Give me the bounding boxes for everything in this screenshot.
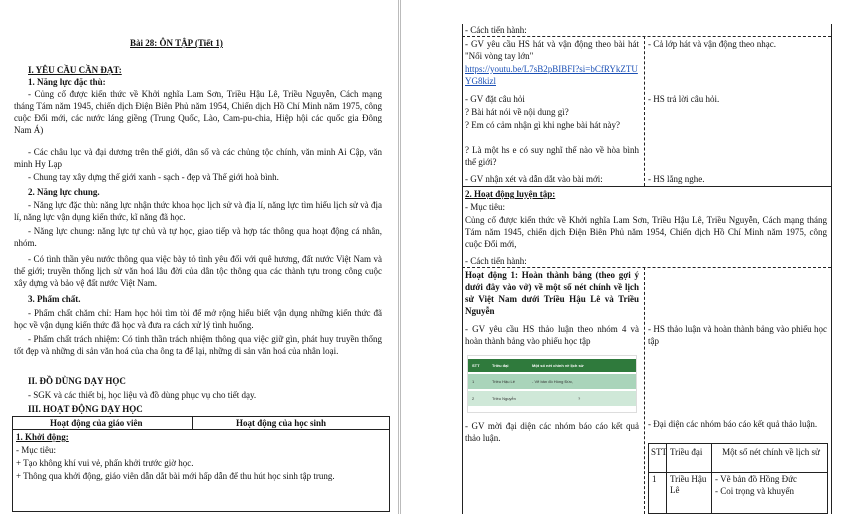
teacher-step: - GV yêu cầu HS hát và vận động theo bài hát "Nối vòng tay lớn" [465, 39, 639, 61]
practice-objective: - Mục tiêu: [465, 202, 505, 212]
procedure-label: - Cách tiến hành: [465, 256, 527, 266]
table-header-dynasty: Triều đại [670, 447, 703, 457]
paragraph: - Năng lực chung: năng lực tự chủ và tự học, giao tiếp và hợp tác thông qua hoạt động cá nhân, nhóm. [14, 226, 382, 248]
activity-1-heading: Hoạt động 1: Hoàn thành bảng (theo gợi ý dưới đây vào vở) về một số nét chính về lịch sử Việt Nam dưới Triều Hậu Lê và Triều Nguyễn [465, 270, 639, 316]
table-header-stt: STT [651, 447, 668, 457]
student-step: - HS trả lời câu hỏi. [648, 94, 720, 104]
heading-general-competence: 2. Năng lực chung. [28, 187, 100, 197]
img-cell: Triều Nguyễn [492, 396, 516, 401]
table-cell: - Vẽ bản đồ Hồng Đức [715, 474, 797, 484]
question: ? Bài hát nói về nội dung gì? [465, 107, 569, 117]
table-header-notes: Một số nét chính về lịch sử [722, 447, 820, 457]
paragraph: - Các châu lục và đại dương trên thế giới, dân số và các chủng tộc chính, văn minh Ai Cập, văn minh Hy Lạp [14, 147, 382, 169]
student-step: - Cả lớp hát và vận động theo nhạc. [648, 39, 776, 49]
worksheet-table-image [467, 355, 637, 413]
paragraph: - SGK và các thiết bị, học liệu và đồ dùng phục vụ cho tiết dạy. [28, 390, 257, 400]
paragraph: - Chung tay xây dựng thế giới xanh - sạch - đẹp và Thế giới hoà bình. [28, 172, 279, 182]
heading-specific-competence: 1. Năng lực đặc thù: [28, 77, 106, 87]
teacher-step: - GV đặt câu hỏi [465, 94, 525, 104]
table-header-student: Hoạt động của học sinh [236, 418, 327, 428]
question: ? Là một hs e có suy nghĩ thế nào về hòa bình thế giới? [465, 145, 639, 167]
paragraph: - Phẩm chất chăm chỉ: Ham học hỏi tìm tòi để mở rộng hiểu biết vận dụng những kiến thức đã học về vận dụng kiến thức đã học và đưa ra cách xử lý tình huống. [14, 308, 382, 330]
paragraph: - Phẩm chất trách nhiệm: Có tinh thần trách nhiệm thông qua việc giữ gìn, phát huy truyền thống tốt đẹp và những di sản văn hoá của cha ông ta để lại, những di sản văn hoá của nhân loại. [14, 334, 382, 356]
heading-requirements: I. YÊU CẦU CẦN ĐẠT: [28, 65, 122, 75]
paragraph: - Củng cố được kiến thức về Khởi nghĩa Lam Sơn, Triều Hậu Lê, Triều Nguyễn, Cách mạng tháng Tám năm 1945, chiến dịch Điện Biên Phủ năm 1954, Chiến dịch Hồ Chí Minh năm 1975, công cuộc Đổi mới, các nước láng giềng (Trung Quốc, Lào, Cam-pu-chia, Hiệp hội các quốc gia Đông Nam Á) [14, 89, 382, 135]
table-cell: Triều Hậu Lê [670, 474, 707, 495]
procedure-label: - Cách tiến hành: [465, 25, 527, 35]
heading-qualities: 3. Phẩm chất. [28, 294, 81, 304]
warmup-objective: - Mục tiêu: [16, 445, 56, 455]
section-warmup: 1. Khởi động: [16, 432, 69, 442]
img-cell: - Vẽ bản đồ Hồng Đức, [532, 379, 574, 384]
img-header: Một số nét chính về lịch sử [532, 363, 584, 368]
teacher-step: - GV mời đại diện các nhóm báo cáo kết quả thảo luận. [465, 421, 639, 443]
paragraph: - Năng lực đặc thù: năng lực nhận thức khoa học lịch sử và địa lí, năng lực tìm hiểu lịch sử và địa lí, năng lực vận dụng kiến thức, kĩ năng đã học. [14, 200, 382, 222]
warmup-item: + Tạo không khí vui vẻ, phấn khởi trước giờ học. [16, 458, 194, 468]
document-page-left [0, 0, 399, 514]
img-cell: Triều Hậu Lê [492, 379, 515, 384]
teacher-step: - GV nhận xét và dẫn dắt vào bài mới: [465, 174, 603, 184]
question: ? Em có cảm nhận gì khi nghe bài hát này? [465, 120, 620, 130]
student-step: - HS thảo luận và hoàn thành bảng vào phiếu học tập [648, 324, 827, 346]
img-cell: ? [578, 396, 581, 401]
youtube-link[interactable]: https://youtu.be/L7sB2pBIBFI?si=bCfRYkZTUYG8kizl [465, 64, 638, 86]
heading-materials: II. ĐỒ DÙNG DẠY HỌC [28, 376, 126, 386]
img-header: Triều đại [492, 363, 509, 368]
paragraph: - Có tình thần yêu nước thông qua việc bày tỏ tình yêu đối với quê hương, đất nước Việt Nam và thế giới; truyền thống lịch sử văn hoá lâu đời của dân tộc thông qua các thành tựu trong công cuộc xây dựng và bảo vệ đất nước Việt Nam. [14, 254, 382, 288]
heading-activities: III. HOẠT ĐỘNG DẠY HỌC [28, 404, 143, 414]
document-page-right [400, 0, 855, 514]
warmup-item: + Thông qua khởi động, giáo viên dẫn dắt bài mới hấp dẫn để thu hút học sinh tập trung. [16, 471, 335, 481]
practice-description: Củng cố được kiến thức về Khởi nghĩa Lam Sơn, Triều Hậu Lê, Triều Nguyễn, Cách mạng tháng Tám năm 1945, chiến dịch Điện Biên Phủ năm 1954, Chiến dịch Hồ Chí Minh năm 1975, công cuộc Đổi mới, [465, 215, 827, 249]
table-header-teacher: Hoạt động của giáo viên [50, 418, 143, 428]
img-cell: 2 [472, 396, 475, 401]
img-header: STT [472, 363, 480, 368]
student-step: - HS lắng nghe. [648, 174, 705, 184]
student-step: - Đại diện các nhóm báo cáo kết quả thảo luận. [648, 419, 818, 429]
lesson-title: Bài 28: ÔN TẬP (Tiết 1) [130, 38, 223, 48]
table-cell: 1 [652, 474, 657, 484]
teacher-step: - GV yêu cầu HS thảo luận theo nhóm 4 và hoàn thành bảng vào phiếu học tập [465, 324, 639, 346]
section-practice: 2. Hoạt động luyện tập: [465, 189, 556, 199]
table-cell: - Coi trọng và khuyến [715, 486, 794, 496]
img-cell: 1 [472, 379, 475, 384]
